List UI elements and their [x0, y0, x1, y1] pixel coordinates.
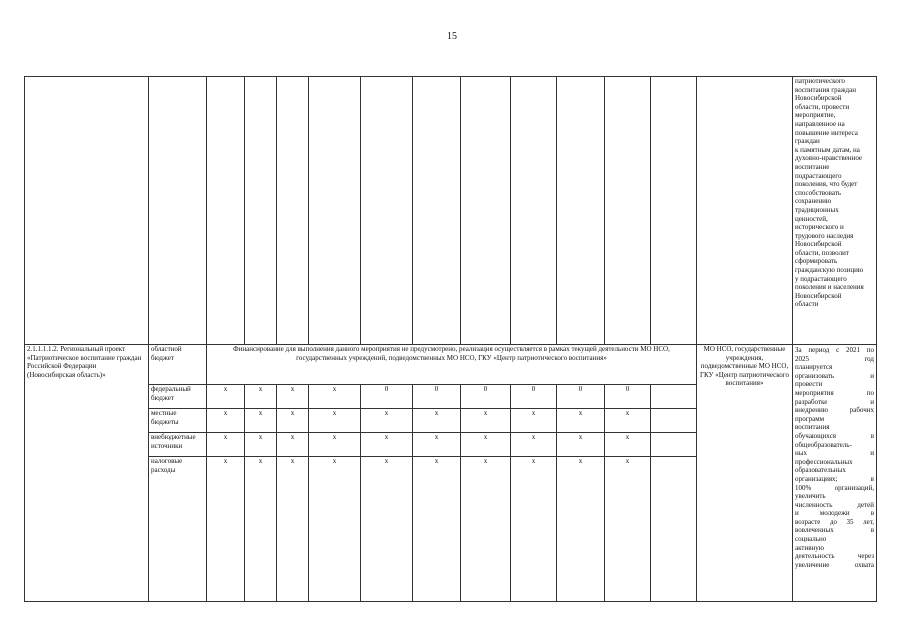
value-cell: х — [245, 433, 277, 457]
value-cell: х — [245, 409, 277, 433]
source-label: областной бюджет — [149, 345, 207, 385]
text-line: возрасте до 35 лет, — [795, 517, 874, 526]
continuation-row — [25, 77, 877, 345]
text-line: поколения и населения — [795, 283, 864, 292]
expected-result-text — [795, 346, 874, 569]
text-line: у подрастающего — [795, 274, 847, 283]
text-line: поколения, что будет — [795, 180, 858, 189]
text-line: провести — [795, 380, 823, 389]
text-line: граждан — [795, 137, 820, 146]
text-line: области, позволит — [795, 248, 849, 257]
value-cell: х — [309, 409, 361, 433]
text-line: гражданскую позицию — [795, 266, 864, 275]
text-line: социально — [795, 535, 827, 544]
text-line: Новосибирской — [795, 291, 842, 300]
value-cell: х — [511, 433, 557, 457]
text-line: За период с 2021 по — [795, 346, 874, 354]
text-line: исторического и — [795, 223, 844, 232]
text-line: духовно-нравственное — [795, 154, 863, 163]
project-name: 2.1.1.1.1.2. Региональный проект «Патриотическое воспитание граждан Российской Федерации (Новосибирская область)» — [25, 345, 149, 602]
value-cell: х — [605, 409, 651, 433]
text-line: активную — [795, 543, 825, 552]
text-line: численность детей — [795, 500, 874, 509]
text-line: организовать и — [795, 371, 874, 380]
text-line: Новосибирской — [795, 240, 842, 249]
cont-result-cell — [793, 77, 877, 345]
text-line: ценностей, — [795, 214, 828, 223]
value-cell: х — [207, 457, 245, 602]
executors: МО НСО, государственные учреждения, подведомственные МО НСО, ГКУ «Центр патриотического воспитания» — [697, 345, 793, 602]
text-line: планируется — [795, 363, 833, 372]
project-row-regional — [25, 345, 877, 385]
text-line: деятельность через — [795, 552, 874, 561]
funding-note: Финансирование для выполнения данного мероприятия не предусмотрено, реализация осуществляется в рамках текущей деятельности МО НСО, государственных учреждений, подведомственных МО НСО, ГКУ «Центр патриотического воспитания» — [207, 345, 697, 385]
text-line: обучающихся в — [795, 431, 874, 440]
value-cell: 0 — [557, 385, 605, 409]
value-cell: х — [361, 433, 413, 457]
value-cell: х — [557, 409, 605, 433]
value-cell: х — [413, 409, 461, 433]
value-cell: х — [605, 433, 651, 457]
value-cell: х — [511, 457, 557, 602]
value-cell: х — [207, 433, 245, 457]
text-line: воспитания — [795, 423, 830, 432]
text-line: разработке и — [795, 397, 874, 406]
value-cell: х — [277, 409, 309, 433]
value-cell: 0 — [461, 385, 511, 409]
text-line: традиционных — [795, 205, 839, 214]
text-line: трудового наследия — [795, 231, 854, 240]
value-cell: х — [309, 457, 361, 602]
value-cell: х — [361, 457, 413, 602]
text-line: профессиональных — [795, 457, 853, 466]
text-line: 100% организаций, — [795, 483, 874, 492]
text-line: увеличение охвата — [795, 560, 874, 569]
value-cell: х — [277, 385, 309, 409]
value-cell: х — [277, 433, 309, 457]
value-cell: х — [413, 457, 461, 602]
text-line: вовлеченных в — [795, 526, 874, 535]
text-line: патриотического — [795, 77, 845, 85]
value-cell: х — [361, 409, 413, 433]
value-cell: х — [309, 433, 361, 457]
cont-executors-cell — [697, 77, 793, 345]
text-line: области — [795, 300, 819, 309]
value-cell: х — [277, 457, 309, 602]
expected-result — [793, 345, 877, 602]
text-line: мероприятие, — [795, 111, 836, 120]
text-line: организациях; в — [795, 474, 874, 483]
value-cell: 0 — [413, 385, 461, 409]
text-line: 2025 год — [795, 354, 874, 363]
value-cell: х — [207, 409, 245, 433]
text-line: увеличить — [795, 492, 826, 501]
text-line: и молодежи в — [795, 509, 874, 518]
text-line: сохранению — [795, 197, 832, 206]
value-cell: х — [557, 457, 605, 602]
value-cell: 0 — [361, 385, 413, 409]
source-label: федеральный бюджет — [149, 385, 207, 409]
value-cell: х — [605, 457, 651, 602]
text-line: воспитания граждан — [795, 85, 856, 94]
source-label: местные бюджеты — [149, 409, 207, 433]
source-label: внебюджетные источники — [149, 433, 207, 457]
text-line: образовательных — [795, 466, 846, 475]
text-line: направленное на — [795, 119, 845, 128]
value-cell: 0 — [511, 385, 557, 409]
text-line: ных и — [795, 449, 874, 458]
text-line: сформировать — [795, 257, 838, 266]
text-line: повышение интереса — [795, 128, 858, 137]
text-line: внедрению рабочих — [795, 406, 874, 415]
text-line: подрастающего — [795, 171, 842, 180]
text-line: программ — [795, 414, 825, 423]
value-cell: 0 — [605, 385, 651, 409]
text-line: области, провести — [795, 102, 850, 111]
cont-name-cell — [25, 77, 149, 345]
value-cell: х — [207, 385, 245, 409]
value-cell: х — [309, 385, 361, 409]
text-line: способствовать — [795, 188, 842, 197]
result-note-continuation — [795, 77, 874, 309]
cont-source-cell — [149, 77, 207, 345]
value-cell: х — [245, 385, 277, 409]
text-line: общеобразователь- — [795, 440, 852, 449]
text-line: воспитание — [795, 162, 830, 171]
source-label: налоговые расходы — [149, 457, 207, 602]
value-cell: х — [461, 457, 511, 602]
value-cell: х — [511, 409, 557, 433]
text-line: Новосибирской — [795, 94, 842, 103]
value-cell: х — [461, 409, 511, 433]
page-number: 15 — [447, 31, 457, 42]
text-line: к памятным датам, на — [795, 145, 860, 154]
value-cell: х — [557, 433, 605, 457]
value-cell: х — [461, 433, 511, 457]
value-cell: х — [245, 457, 277, 602]
program-table — [24, 76, 877, 602]
text-line: мероприятия по — [795, 388, 874, 397]
value-cell: х — [413, 433, 461, 457]
